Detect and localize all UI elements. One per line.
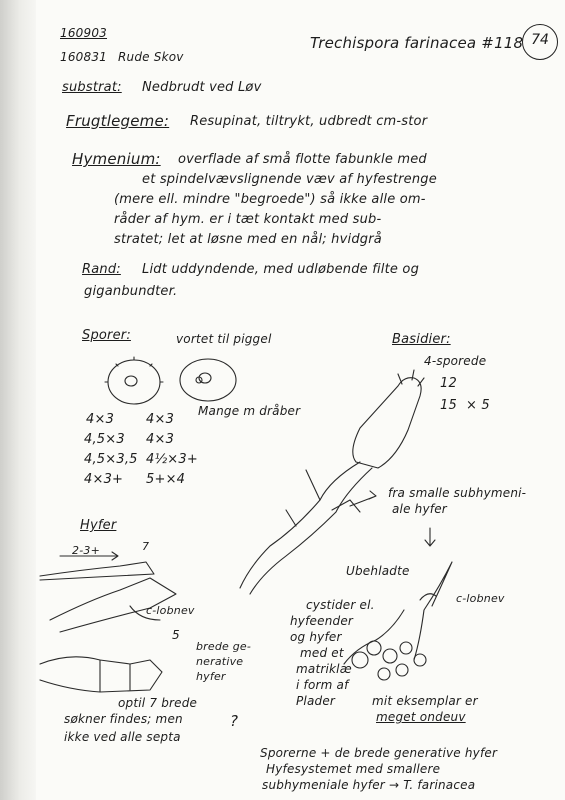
- spore-measurement: 4,5×3,5: [84, 452, 138, 467]
- collection-number-1: 160903: [60, 26, 108, 40]
- hymenium-line-4: råder af hym. er i tæt kontakt med sub-: [114, 212, 382, 227]
- species-title: Trechispora farinacea #118: [310, 34, 524, 52]
- hyphae-wide-note: hyfer: [196, 670, 226, 683]
- cystidia-clamps: c-lobnev: [456, 592, 505, 605]
- spore-measurement: 4×3: [146, 432, 175, 447]
- spore-ornament-note: vortet til piggel: [176, 332, 272, 346]
- hyphae-upto-note: optil 7 brede: [118, 696, 198, 710]
- hyphae-wide-note: brede ge-: [196, 640, 252, 653]
- spore-measurement: 4×3: [86, 412, 115, 427]
- spore-measurement: 4,5×3: [84, 432, 125, 447]
- basidia-heading: Basidier:: [392, 332, 451, 347]
- basidia-spored: 4-sporede: [424, 354, 487, 368]
- spore-drops-note: Mange m dråber: [198, 404, 301, 418]
- matrix-note: matriklæ: [296, 662, 352, 676]
- hyphae-clamps-note: søkner findes; men: [64, 712, 183, 726]
- cystidia-note: cystider el.: [306, 598, 375, 612]
- hyphae-wide-note: nerative: [196, 655, 244, 668]
- hyphae-heading: Hyfer: [80, 518, 117, 533]
- specimen-note: meget ondeuv: [376, 710, 466, 724]
- hyphae-clamps: c-lobnev: [146, 604, 195, 617]
- spore-sketch-2: [180, 359, 236, 401]
- basidia-origin-note: ale hyfer: [392, 502, 447, 516]
- spores-heading: Sporer:: [82, 328, 131, 343]
- conclusion-line: subhymeniale hyfer → T. farinacea: [262, 778, 476, 792]
- hyphae-question: ?: [230, 712, 239, 730]
- hymenium-label: Hymenium:: [72, 150, 161, 168]
- margin-line-1: Lidt uddyndende, med udløbende filte og: [142, 262, 420, 277]
- hymenium-line-3: (mere ell. mindre "begroede") så ikke alle om-: [114, 192, 426, 207]
- fruitbody-value: Resupinat, tiltrykt, udbredt cm-stor: [190, 114, 428, 129]
- spore-measurement: 4×3+: [84, 472, 124, 487]
- conclusion-line: Hyfesystemet med smallere: [266, 762, 441, 776]
- spore-sketch-1: [108, 360, 160, 404]
- fruitbody-label: Frugtlegeme:: [66, 112, 170, 130]
- hyphae-width-five: 5: [172, 628, 180, 642]
- basidium-sketch: [353, 378, 421, 468]
- matrix-note: Plader: [296, 694, 336, 708]
- page-number: 74: [531, 32, 549, 48]
- matrix-note: med et: [300, 646, 344, 660]
- matrix-note: i form af: [296, 678, 349, 692]
- basidia-size-bottom: 15: [440, 398, 457, 413]
- hymenium-line-5: stratet; let at løsne med en nål; hvidgrå: [114, 232, 382, 247]
- cystidium-sketch: [414, 562, 452, 660]
- cystidia-note: hyfeender: [290, 614, 354, 628]
- hyphae-dim-right: 7: [142, 540, 150, 553]
- hyphae-sketch: [40, 562, 154, 580]
- spore-sketch-1-drop: [125, 376, 137, 386]
- substrate-value: Nedbrudt ved Løv: [142, 80, 262, 95]
- spore-measurement: 4×3: [146, 412, 175, 427]
- spore-measurement: 4½×3+: [146, 452, 198, 467]
- margin-line-2: giganbundter.: [84, 284, 178, 299]
- basidia-size-width: × 5: [466, 398, 490, 413]
- locality: Rude Skov: [118, 50, 184, 64]
- basidia-origin-note: fra smalle subhymeni-: [388, 486, 527, 500]
- substrate-label: substrat:: [62, 80, 122, 95]
- specimen-note: mit eksemplar er: [372, 694, 478, 708]
- hymenium-line-1: overflade af små flotte fabunkle med: [178, 152, 427, 167]
- spore-measurement: 5+×4: [146, 472, 186, 487]
- hymenium-line-2: et spindelvævslignende væv af hyfestrenge: [142, 172, 437, 187]
- conclusion-line: Sporerne + de brede generative hyfer: [260, 746, 498, 760]
- hyphae-dim-left: 2-3+: [72, 544, 100, 557]
- margin-label: Rand:: [82, 262, 121, 277]
- basidia-size-top: 12: [440, 376, 457, 391]
- hyphae-clamps-note: ikke ved alle septa: [64, 730, 181, 744]
- collection-number-2: 160831: [60, 50, 108, 64]
- cystidia-label: Ubehladte: [346, 564, 410, 578]
- cystidia-note: og hyfer: [290, 630, 342, 644]
